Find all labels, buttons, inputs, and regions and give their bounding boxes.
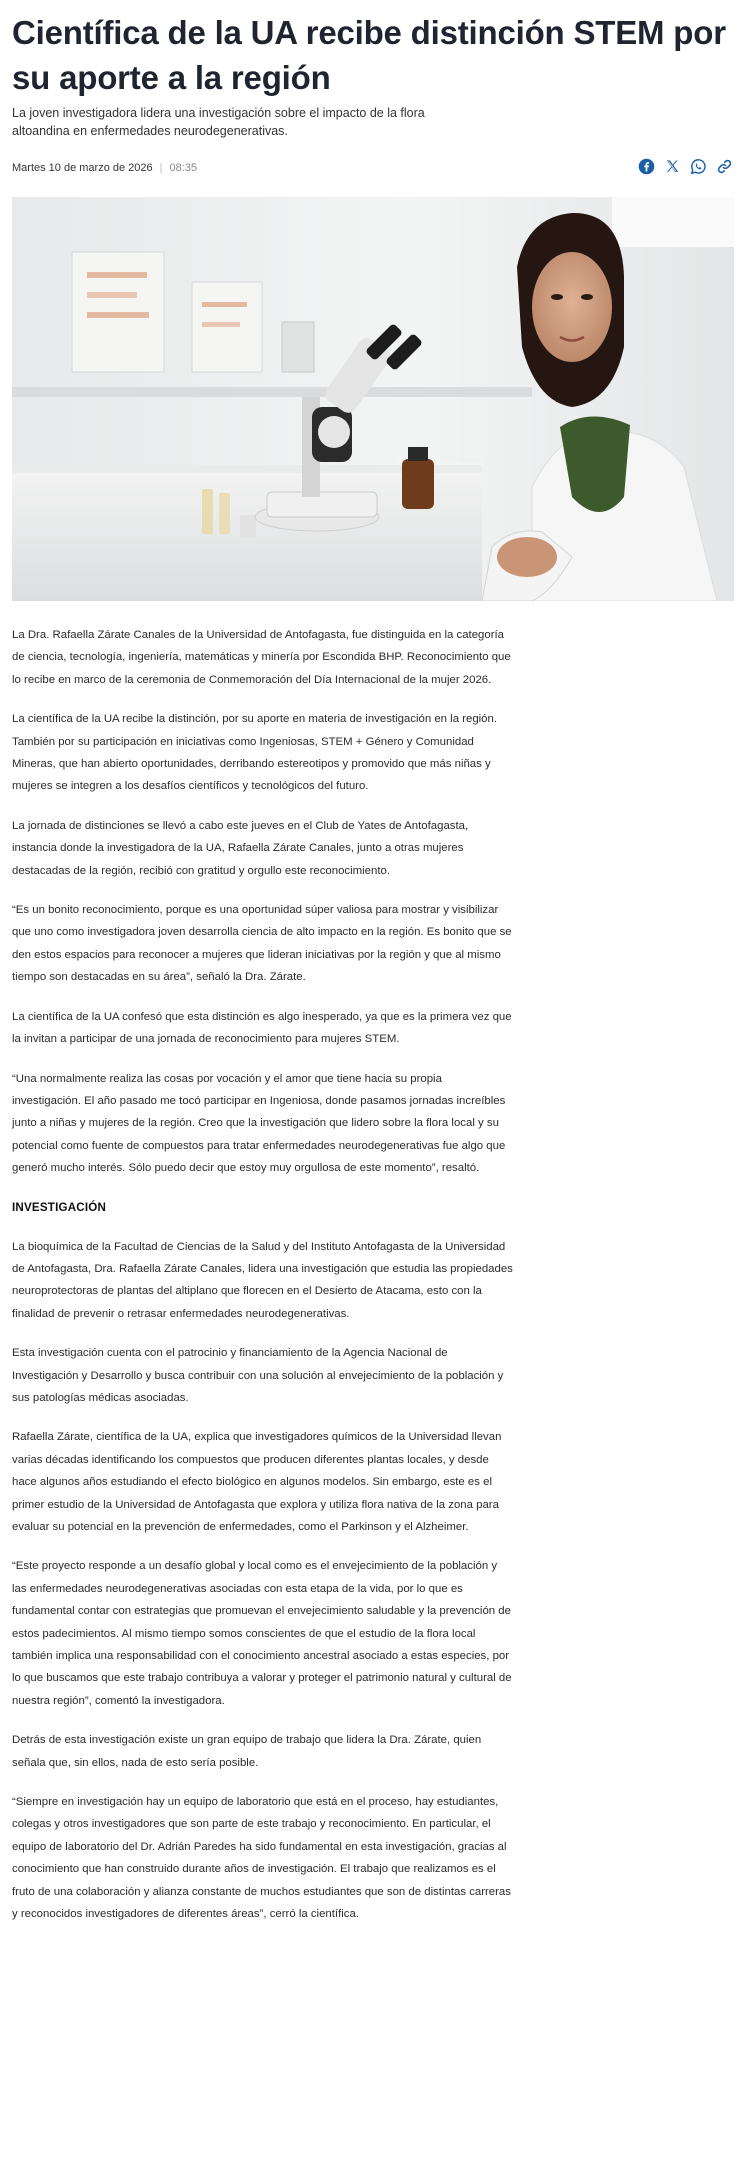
publish-date: Martes 10 de marzo de 2026 xyxy=(12,162,153,174)
x-icon[interactable] xyxy=(664,158,681,175)
article-body xyxy=(12,624,514,1943)
paragraph: La bioquímica de la Facultad de Ciencias de la Salud y del Instituto Antofagasta de la Universidad de Antofagasta, Dra. Rafaella Zárate Canales, lidera una investigación que estudia las propiedades neuroprotectoras de plantas del altiplano que florecen en el Desierto de Atacama, esto con la finalidad de prevenir o retrasar enfermedades neurodegenerativas. xyxy=(12,1240,513,1320)
paragraph: La Dra. Rafaella Zárate Canales de la Universidad de Antofagasta, fue distinguida en la categoría de ciencia, tecnología, ingeniería, matemáticas y minería por Escondida BHP. Reconocimiento que lo recibe en marco de la ceremonia de Conmemoración del Día Internacional de la mujer 2026. xyxy=(12,629,511,686)
paragraph: Detrás de esta investigación existe un gran equipo de trabajo que lidera la Dra. Zárate, quien señala que, sin ellos, nada de esto sería posible. xyxy=(12,1734,482,1769)
paragraph: “Es un bonito reconocimiento, porque es una oportunidad súper valiosa para mostrar y visibilizar que uno como investigadora joven desarrolla ciencia de alto impacto en la región. Es bonito que se den estos espacios para reconocer a mujeres que lideran iniciativas por la región y que al mismo tiempo son destacadas en su área”, señaló la Dra. Zárate. xyxy=(12,904,512,984)
paragraph: Esta investigación cuenta con el patrocinio y financiamiento de la Agencia Nacional de Investigación y Desarrollo y busca contribuir con una solución al envejecimiento de la población y sus patologías médicas asociadas. xyxy=(12,1347,504,1404)
publish-time: 08:35 xyxy=(169,162,198,174)
link-icon[interactable] xyxy=(716,158,733,175)
section-heading: INVESTIGACIÓN xyxy=(12,1200,107,1214)
article-title: Científica de la UA recibe distinción STEM por su aporte a la región xyxy=(12,14,726,96)
hero-photo xyxy=(12,197,734,601)
paragraph: “Siempre en investigación hay un equipo de laboratorio que está en el proceso, hay estudiantes, colegas y otros investigadores que son parte de este trabajo y reconocimiento. En particular, el equipo de laboratorio del Dr. Adrián Paredes ha sido fundamental en esta investigación, gracias al conocimiento que han construido durante años de investigación. El trabajo que realizamos es el fruto de una colaboración y alianza constante de muchos estudiantes que son de distintas carreras y reconocidos investigadores de diferentes áreas”, cerró la científica. xyxy=(12,1796,511,1921)
meta-separator: | xyxy=(159,162,163,174)
paragraph: La jornada de distinciones se llevó a cabo este jueves en el Club de Yates de Antofagasta, instancia donde la investigadora de la UA, Rafaella Zárate Canales, junto a otras mujeres destacadas de la región, recibió con gratitud y orgullo este reconocimiento. xyxy=(12,819,469,877)
share-bar xyxy=(638,158,733,175)
whatsapp-icon[interactable] xyxy=(690,158,707,175)
paragraph: “Una normalmente realiza las cosas por vocación y el amor que tiene hacia su propia investigación. El año pasado me tocó participar en Ingeniosa, donde pasamos jornadas increíbles junto a niñas y mujeres de la región. Creo que la investigación que lidero sobre la flora local y su potencial como fuente de compuestos para tratar enfermedades neurodegenerativas fue algo que generó mucho interés. Sólo puedo decir que estoy muy orgullosa de este momento”, resaltó. xyxy=(12,1072,506,1175)
article-subtitle: La joven investigadora lidera una investigación sobre el impacto de la flora altoandina en enfermedades neurodegenerativas. xyxy=(12,106,425,138)
paragraph: La científica de la UA confesó que esta distinción es algo inesperado, ya que es la primera vez que la invitan a participar de una jornada de reconocimiento para mujeres STEM. xyxy=(12,1010,512,1046)
facebook-icon[interactable] xyxy=(638,158,655,175)
lab-photo-illustration xyxy=(12,197,734,601)
paragraph: La científica de la UA recibe la distinción, por su aporte en materia de investigación en la región. También por su participación en iniciativas como Ingeniosas, STEM + Género y Comunidad Mineras, que han abierto oportunidades, derribando estereotipos y promovido que más niñas y mujeres se integren a los desafíos científicos y tecnológicos del futuro. xyxy=(12,713,498,793)
paragraph: Rafaella Zárate, científica de la UA, explica que investigadores químicos de la Universidad llevan varias décadas identificando los compuestos que producen diferentes plantas locales, y desde hace algunos años estudiando el efecto biológico en algunos modelos. Sin embargo, este es el primer estudio de la Universidad de Antofagasta que explora y utiliza flora nativa de la zona para evaluar su potencial en la prevención de enfermedades, como el Parkinson y el Alzheimer. xyxy=(12,1431,502,1533)
paragraph: “Este proyecto responde a un desafío global y local como es el envejecimiento de la población y las enfermedades neurodegenerativas asociadas con esta etapa de la vida, por lo que es fundamental contar con estrategias que promuevan el envejecimiento saludable y la prevención de estos padecimientos. Al mismo tiempo somos conscientes de que el estudio de la flora local también implica una responsabilidad con el conocimiento ancestral asociado a estas especies, por lo que buscamos que este trabajo contribuya a valorar y proteger el patrimonio natural y cultural de nuestra región”, comentó la investigadora. xyxy=(12,1560,512,1707)
article-meta xyxy=(12,160,197,176)
